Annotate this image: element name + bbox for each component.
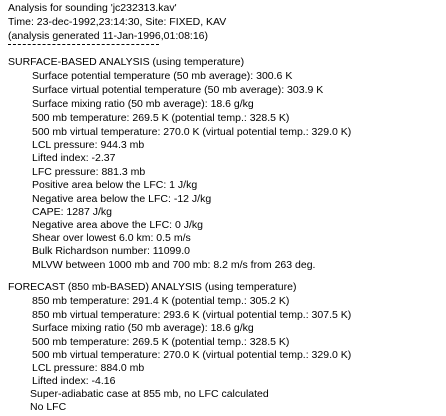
forecast-line: 850 mb temperature: 291.4 K (potential temp.: 305.2 K)	[32, 295, 290, 307]
forecast-line: 500 mb virtual temperature: 270.0 K (virtual potential temp.: 329.0 K)	[32, 349, 352, 361]
surface-line: Surface mixing ratio (50 mb average): 18.6 g/kg	[32, 98, 254, 110]
surface-line: LFC pressure: 881.3 mb	[32, 166, 146, 178]
surface-line: Lifted index: -2.37	[32, 152, 116, 164]
surface-line: Positive area below the LFC: 1 J/kg	[32, 179, 198, 191]
surface-line: CAPE: 1287 J/kg	[32, 206, 112, 218]
forecast-line: Lifted index: -4.16	[32, 375, 116, 387]
surface-line: Surface potential temperature (50 mb average): 300.6 K	[32, 70, 293, 82]
forecast-line: Surface mixing ratio (50 mb average): 18.6 g/kg	[32, 322, 254, 334]
forecast-line: 850 mb virtual temperature: 293.6 K (virtual potential temp.: 307.5 K)	[32, 309, 352, 321]
forecast-section-heading: FORECAST (850 mb-BASED) ANALYSIS (using temperature)	[8, 281, 297, 293]
surface-line: Surface virtual potential temperature (50 mb average): 303.9 K	[32, 84, 324, 96]
surface-line: Negative area below the LFC: -12 J/kg	[32, 193, 212, 205]
surface-line: 500 mb temperature: 269.5 K (potential temp.: 328.5 K)	[32, 112, 290, 124]
surface-line: Shear over lowest 6.0 km: 0.5 m/s	[32, 232, 191, 244]
surface-line: LCL pressure: 944.3 mb	[32, 139, 145, 151]
forecast-note: Super-adiabatic case at 855 mb, no LFC calculated	[30, 388, 269, 400]
surface-line: MLVW between 1000 mb and 700 mb: 8.2 m/s from 263 deg.	[32, 259, 316, 271]
forecast-line: LCL pressure: 884.0 mb	[32, 362, 145, 374]
surface-line: 500 mb virtual temperature: 270.0 K (virtual potential temp.: 329.0 K)	[32, 126, 352, 138]
surface-line: Bulk Richardson number: 11099.0	[32, 245, 190, 257]
header-divider	[8, 44, 159, 45]
surface-line: Negative area above the LFC: 0 J/kg	[32, 219, 204, 231]
forecast-line: 500 mb temperature: 269.5 K (potential temp.: 328.5 K)	[32, 336, 290, 348]
surface-section-heading: SURFACE-BASED ANALYSIS (using temperature)	[8, 56, 245, 68]
report-title: Analysis for sounding 'jc232313.kav'	[8, 2, 177, 14]
forecast-note: No LFC	[30, 401, 67, 413]
report-generated: (analysis generated 11-Jan-1996,01:08:16)	[8, 30, 209, 42]
report-time-site: Time: 23-dec-1992,23:14:30, Site: FIXED, KAV	[8, 16, 227, 28]
